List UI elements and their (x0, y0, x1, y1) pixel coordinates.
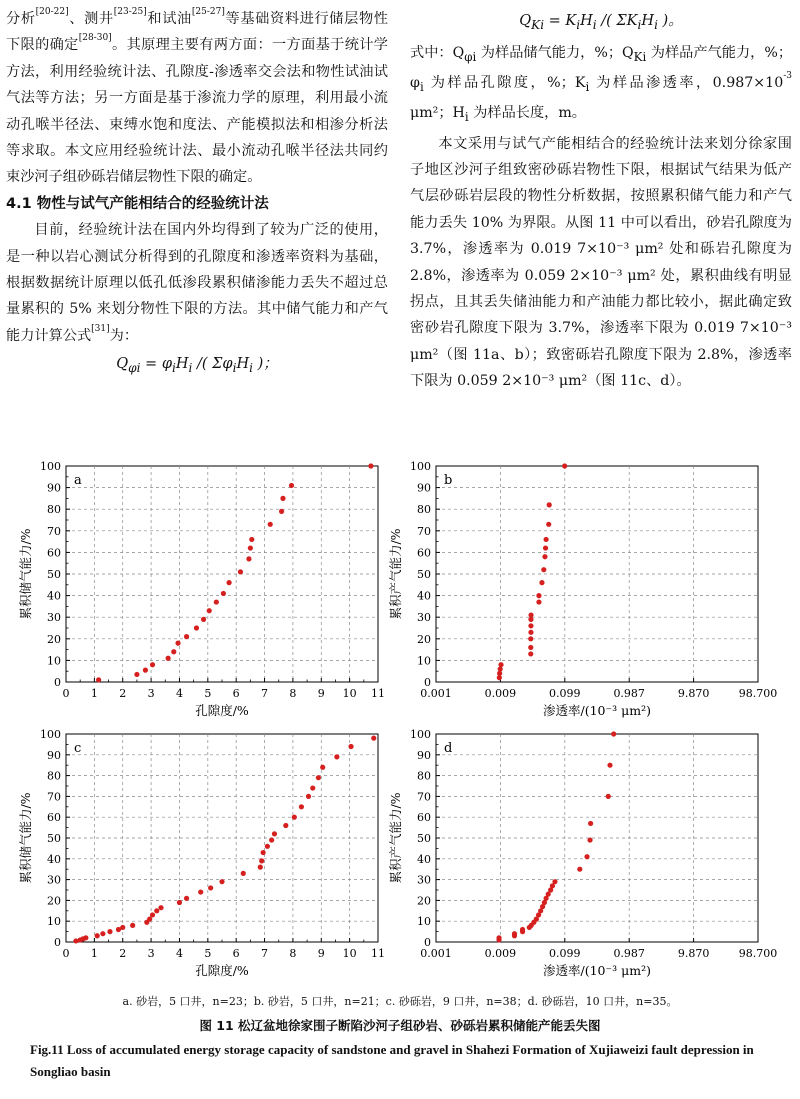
y-tick-label: 80 (417, 769, 431, 783)
data-point (241, 871, 246, 876)
data-point (611, 731, 616, 736)
x-tick-label: 1 (90, 687, 98, 700)
x-tick-label: 8 (289, 687, 297, 700)
x-tick-label: 4 (175, 687, 183, 700)
y-tick-label: 30 (47, 611, 61, 625)
data-point (184, 634, 189, 639)
data-point (577, 867, 582, 872)
x-tick-label: 0 (62, 687, 70, 700)
data-point (249, 537, 254, 542)
y-tick-label: 40 (417, 852, 431, 866)
data-point (546, 522, 551, 527)
x-tick-label: 10 (342, 687, 357, 700)
y-axis-label: 累积产气能力/% (388, 792, 403, 884)
paragraph: 目前，经验统计法在国内外均得到了较为广泛的使用，是一种以岩心测试分析得到的孔隙度和渗透率资料为基础，根据数据统计原理以低孔低渗段累积储渗能力丢失不超过总量累积的 5% 来划分物性下限的方法。其中储气能力和产气能力计算公式[31]为： (6, 222, 388, 344)
y-tick-label: 100 (410, 460, 431, 473)
x-tick-label: 11 (371, 687, 385, 700)
y-tick-label: 90 (47, 481, 61, 495)
x-tick-label: 7 (261, 687, 269, 700)
data-point (512, 931, 517, 936)
x-tick-label: 5 (204, 947, 212, 960)
data-point (541, 567, 546, 572)
x-axis-label: 孔隙度/% (195, 703, 249, 718)
y-tick-label: 60 (47, 546, 61, 560)
y-tick-label: 0 (424, 936, 431, 949)
chart-panel-c (18, 728, 385, 978)
y-tick-label: 30 (417, 611, 431, 625)
data-point (269, 837, 274, 842)
y-tick-label: 100 (410, 728, 431, 741)
x-tick-label: 0.001 (420, 687, 452, 700)
y-tick-label: 70 (47, 790, 61, 804)
y-tick-label: 70 (417, 524, 431, 538)
x-tick-label: 2 (119, 947, 127, 960)
data-point (528, 651, 533, 656)
x-tick-label: 0.009 (484, 687, 517, 700)
y-tick-label: 80 (417, 503, 431, 517)
x-tick-label: 1 (90, 947, 98, 960)
data-point (528, 630, 533, 635)
y-tick-label: 10 (417, 654, 431, 668)
y-tick-label: 50 (417, 568, 431, 581)
y-tick-label: 40 (47, 589, 61, 603)
y-tick-label: 30 (417, 873, 431, 887)
data-point (520, 927, 525, 932)
data-point (552, 879, 557, 884)
data-point (539, 580, 544, 585)
x-axis-label: 孔隙度/% (195, 963, 249, 978)
data-point (258, 865, 263, 870)
data-point (528, 623, 533, 628)
x-tick-label: 3 (147, 947, 155, 960)
y-tick-label: 90 (417, 481, 431, 495)
data-point (279, 509, 284, 514)
data-point (368, 463, 373, 468)
paragraph: 式中：$Q_{\varphi i}$ 为样品储气能力，%；$Q_{Ki}$ 为样品产气能力，%；$\varphi_i$ 为样品孔隙度，%；$K_i$ 为样品渗透率，$0.987\times 10^{-3}$ μm²；$H_i$ 为样品长度，m。 (410, 44, 793, 125)
data-point (543, 537, 548, 542)
x-tick-label: 9.870 (677, 687, 710, 700)
data-point (306, 794, 311, 799)
y-tick-label: 10 (47, 654, 61, 668)
data-point (194, 625, 199, 630)
data-point (289, 483, 294, 488)
data-point (130, 923, 135, 928)
data-point (528, 645, 533, 650)
data-point (175, 641, 180, 646)
y-axis-label: 累积储气能力/% (18, 528, 33, 620)
data-point (584, 854, 589, 859)
panel-label: b (444, 473, 453, 488)
formula: $Q_{\varphi i} = \varphi_iH_i$ /( $\Sigma\varphi_iH_i$ )； (116, 356, 278, 376)
x-axis-label: 渗透率/(10⁻³ μm²) (543, 963, 651, 978)
y-tick-label: 0 (424, 676, 431, 689)
data-point (134, 672, 139, 677)
data-point (107, 929, 112, 934)
x-tick-label: 10 (342, 947, 357, 960)
x-tick-label: 0.099 (549, 947, 581, 960)
data-point (316, 775, 321, 780)
panel-label: c (74, 741, 82, 756)
data-point (607, 763, 612, 768)
y-axis-label: 累积产气能力/% (388, 528, 403, 620)
data-point (543, 545, 548, 550)
data-point (120, 925, 125, 930)
y-tick-label: 90 (47, 748, 61, 762)
figure-title-en: Fig.11 Loss of accumulated energy storage capacity of sandstone and gravel in Shahezi Formation of Xujiaweizi fault depression in Songliao basin (30, 1042, 754, 1079)
y-tick-label: 100 (40, 728, 61, 741)
paragraph: 分析[20-22]、测井[23-25]和试油[25-27]等基础资料进行储层物性下限的确定[28-30]。其原理主要有两方面：一方面基于统计学方法，利用经验统计法、孔隙度-渗透率交会法和物性试油试气法等方法；另一方面是基于渗流力学的原理，利用最小流动孔喉半径法、束缚水饱和度法、产能模拟法和相渗分析法等求取。本文应用经验统计法、最小流动孔喉半径法共同约束沙河子组砂砾岩储层物性下限的确定。 (6, 7, 388, 186)
data-point (221, 591, 226, 596)
panel-label: d (444, 741, 453, 756)
data-point (198, 889, 203, 894)
text-column-left (6, 6, 388, 383)
data-point (246, 556, 251, 561)
data-point (498, 666, 503, 671)
data-point (261, 850, 266, 855)
data-point (208, 885, 213, 890)
data-point (150, 912, 155, 917)
y-tick-label: 40 (417, 589, 431, 603)
data-point (207, 608, 212, 613)
y-tick-label: 70 (47, 524, 61, 538)
data-point (248, 545, 253, 550)
data-point (280, 496, 285, 501)
data-point (214, 599, 219, 604)
data-point (96, 677, 101, 682)
y-tick-label: 50 (47, 568, 61, 581)
data-point (310, 785, 315, 790)
x-tick-label: 98.700 (738, 687, 778, 700)
y-tick-label: 60 (417, 546, 431, 560)
y-tick-label: 10 (417, 915, 431, 929)
panel-label: a (74, 473, 82, 488)
text-column-right (410, 6, 792, 395)
data-point (150, 662, 155, 667)
data-point (272, 831, 277, 836)
y-tick-label: 20 (417, 894, 431, 908)
y-tick-label: 20 (47, 894, 61, 908)
data-point (95, 933, 100, 938)
x-tick-label: 7 (261, 947, 269, 960)
y-tick-label: 0 (54, 676, 61, 689)
x-tick-label: 98.700 (738, 947, 778, 960)
x-tick-label: 11 (371, 947, 385, 960)
data-point (219, 879, 224, 884)
y-tick-label: 30 (47, 873, 61, 887)
y-tick-label: 20 (417, 632, 431, 646)
formula: $Q_{Ki} = K_iH_i$ /( $\Sigma K_iH_i$ )。 (519, 13, 683, 32)
x-tick-label: 9 (317, 947, 325, 960)
x-tick-label: 0.987 (613, 687, 645, 700)
paragraph: 本文采用与试气产能相结合的经验统计法来划分徐家围子地区沙河子组致密砂砾岩物性下限，根据试气结果为低产气层砂砾岩层段的物性分析数据，按照累积储气能力和产气能力丢失 10% 为界限。从图 11 中可以看出，砂岩孔隙度为 3.7%，渗透率为 0.019 7×10⁻³ μm² 处和砾岩孔隙度为 2.8%，渗透率为 0.059 2×10⁻³ μm² 处，累积曲线有明显拐点，且其丢失储油能力和产油能力都比较小，据此确定致密砂岩孔隙度下限为 3.7%，渗透率下限为 0.019 7×10⁻³ μm²（图 11a、b）；致密砾岩孔隙度下限为 2.8%，渗透率下限为 0.059 2×10⁻³ μm²（图 11c、d）。 (410, 135, 792, 390)
data-point (166, 656, 171, 661)
x-tick-label: 6 (232, 687, 240, 700)
x-tick-label: 0.099 (549, 687, 581, 700)
data-point (292, 815, 297, 820)
x-tick-label: 5 (204, 687, 212, 700)
data-point (528, 612, 533, 617)
x-tick-label: 0.987 (613, 947, 645, 960)
data-point (528, 636, 533, 641)
chart-panel-b (388, 460, 777, 718)
data-point (348, 744, 353, 749)
data-point (547, 502, 552, 507)
data-point (587, 837, 592, 842)
data-point (588, 821, 593, 826)
x-tick-label: 8 (289, 947, 297, 960)
data-point (536, 599, 541, 604)
data-point (265, 844, 270, 849)
data-point (268, 522, 273, 527)
y-tick-label: 70 (417, 790, 431, 804)
data-point (226, 580, 231, 585)
data-point (536, 593, 541, 598)
data-point (83, 935, 88, 940)
figure-title-cn: 图 11 松辽盆地徐家围子断陷沙河子组砂岩、砂砾岩累积储能产能丢失图 (199, 1018, 601, 1033)
x-axis-label: 渗透率/(10⁻³ μm²) (543, 703, 651, 718)
y-tick-label: 20 (47, 632, 61, 646)
data-point (562, 463, 567, 468)
data-point (171, 649, 176, 654)
y-tick-label: 60 (417, 811, 431, 825)
y-tick-label: 100 (40, 460, 61, 473)
chart-panel-d (388, 728, 777, 978)
data-point (496, 935, 501, 940)
data-point (143, 668, 148, 673)
y-tick-label: 50 (417, 832, 431, 845)
y-tick-label: 60 (47, 811, 61, 825)
x-tick-label: 0 (62, 947, 70, 960)
figure-note: a. 砂岩，5 口井，n=23；b. 砂岩，5 口井，n=21；c. 砂砾岩，9 口井，n=38；d. 砂砾岩，10 口井，n=35。 (122, 995, 678, 1008)
x-tick-label: 9 (317, 687, 325, 700)
data-point (299, 804, 304, 809)
data-point (100, 931, 105, 936)
data-point (498, 662, 503, 667)
data-point (184, 896, 189, 901)
x-tick-label: 0.009 (484, 947, 517, 960)
figure-11-charts (0, 452, 800, 987)
data-point (334, 754, 339, 759)
data-point (371, 736, 376, 741)
y-tick-label: 80 (47, 503, 61, 517)
data-point (283, 823, 288, 828)
x-tick-label: 6 (232, 947, 240, 960)
y-tick-label: 40 (47, 852, 61, 866)
data-point (606, 794, 611, 799)
y-axis-label: 累积储气能力/% (18, 792, 33, 884)
data-point (259, 858, 264, 863)
data-point (238, 569, 243, 574)
data-point (177, 900, 182, 905)
x-tick-label: 2 (119, 687, 127, 700)
data-point (154, 908, 159, 913)
data-point (542, 554, 547, 559)
section-heading: 4.1 物性与试气产能相结合的经验统计法 (6, 195, 269, 212)
x-tick-label: 3 (147, 687, 155, 700)
x-tick-label: 9.870 (677, 947, 710, 960)
data-point (320, 765, 325, 770)
chart-panel-a (18, 460, 385, 718)
data-point (158, 905, 163, 910)
y-tick-label: 80 (47, 769, 61, 783)
y-tick-label: 10 (47, 915, 61, 929)
y-tick-label: 0 (54, 936, 61, 949)
x-tick-label: 0.001 (420, 947, 452, 960)
data-point (201, 617, 206, 622)
x-tick-label: 4 (175, 947, 183, 960)
y-tick-label: 50 (47, 832, 61, 845)
y-tick-label: 90 (417, 748, 431, 762)
